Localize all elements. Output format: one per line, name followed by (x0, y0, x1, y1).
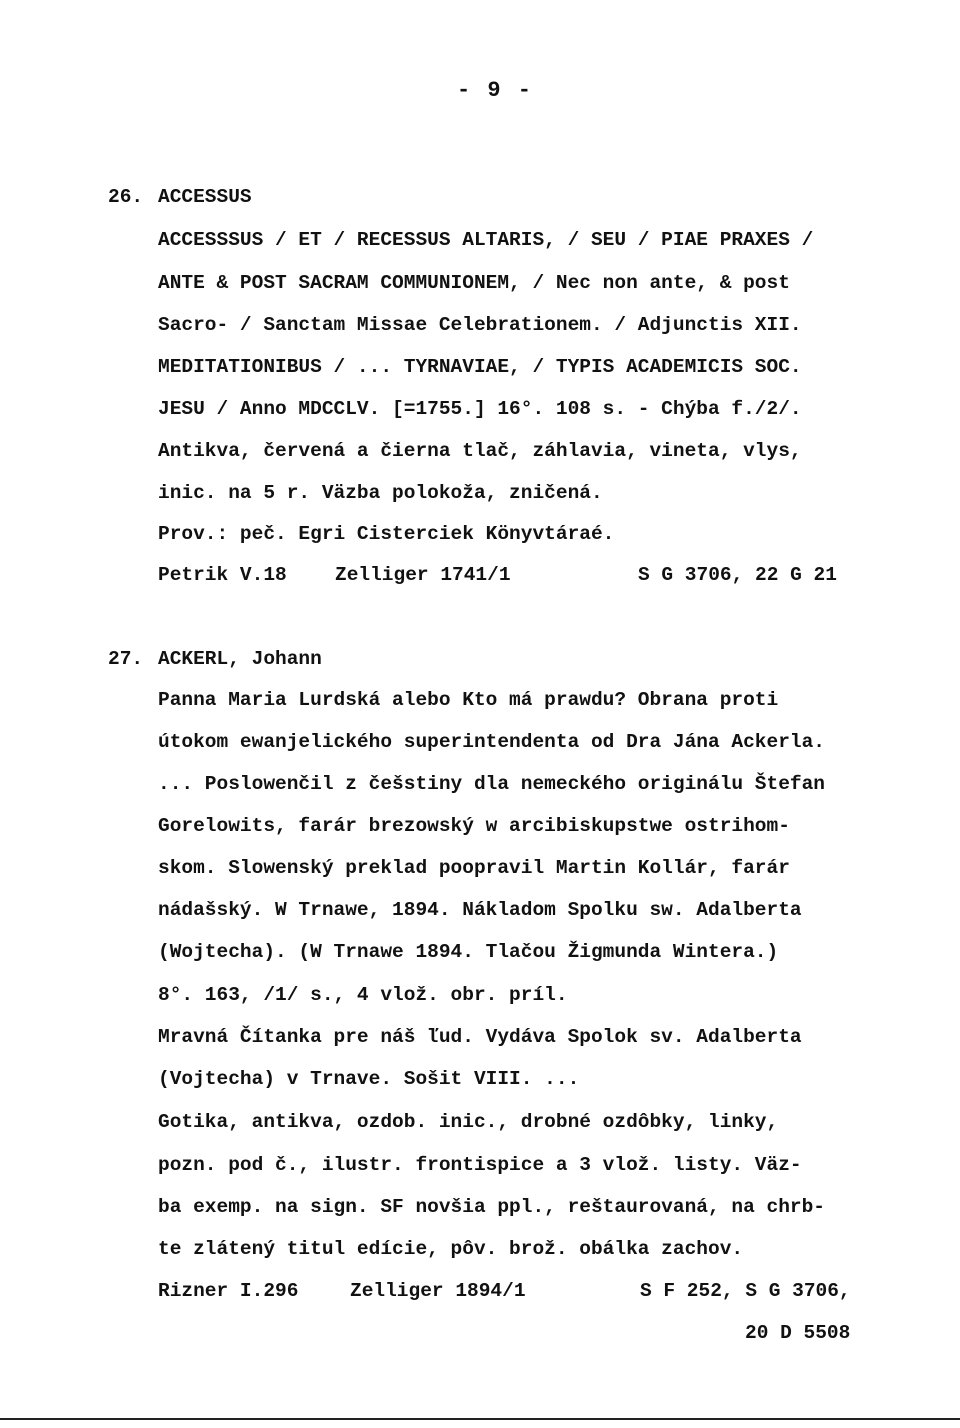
entry-line: Mravná Čítanka pre náš ľud. Vydáva Spolok sv. Adalberta (158, 1026, 802, 1048)
entry-line: ba exemp. na sign. SF novšia ppl., reštaurovaná, na chrb- (158, 1196, 826, 1218)
entry-line: ... Poslowenčil z češstiny dla nemeckého originálu Štefan (158, 773, 826, 795)
entry-line: (Vojtecha) v Trnave. Sošit VIII. ... (158, 1068, 580, 1090)
entry-line: Sacro- / Sanctam Missae Celebrationem. / Adjunctis XII. (158, 314, 802, 336)
entry-line: Prov.: peč. Egri Cisterciek Könyvtáraé. (158, 523, 615, 545)
entry-number: 27. (108, 648, 144, 670)
bibliographic-reference: Rizner I.296 (158, 1280, 299, 1302)
page-number: - 9 - (456, 78, 533, 103)
entry-line: útokom ewanjelického superintendenta od Dra Jána Ackerla. (158, 731, 826, 753)
page-bottom-rule (0, 1418, 960, 1420)
bibliographic-reference: Petrik V.18 (158, 564, 287, 586)
entry-line: 8°. 163, /1/ s., 4 vlož. obr. príl. (158, 984, 568, 1006)
shelf-signature: 20 D 5508 (745, 1322, 851, 1344)
entry-line: inic. na 5 r. Väzba polokoža, zničená. (158, 482, 603, 504)
bibliographic-reference: Zelliger 1741/1 (335, 564, 511, 586)
entry-line: MEDITATIONIBUS / ... TYRNAVIAE, / TYPIS ACADEMICIS SOC. (158, 356, 802, 378)
entry-line: pozn. pod č., ilustr. frontispice a 3 vlož. listy. Väz- (158, 1154, 802, 1176)
entry-heading: ACKERL, Johann (158, 648, 322, 670)
shelf-signature: S F 252, S G 3706, (640, 1280, 851, 1302)
entry-line: nádašský. W Trnawe, 1894. Nákladom Spolku sw. Adalberta (158, 899, 802, 921)
entry-line: Gorelowits, farár brezowský w arcibiskupstwe ostrihom- (158, 815, 790, 837)
entry-line: JESU / Anno MDCCLV. [=1755.] 16°. 108 s. - Chýba f./2/. (158, 398, 802, 420)
entry-line: (Wojtecha). (W Trnawe 1894. Tlačou Žigmunda Wintera.) (158, 941, 779, 963)
entry-line: skom. Slowenský preklad poopravil Martin Kollár, farár (158, 857, 790, 879)
bibliographic-reference: Zelliger 1894/1 (350, 1280, 526, 1302)
entry-line: ACCESSSUS / ET / RECESSUS ALTARIS, / SEU / PIAE PRAXES / (158, 229, 814, 251)
entry-number: 26. (108, 186, 144, 208)
entry-line: te zlátený titul edície, pôv. brož. obálka zachov. (158, 1238, 744, 1260)
entry-line: ANTE & POST SACRAM COMMUNIONEM, / Nec non ante, & post (158, 272, 790, 294)
entry-line: Panna Maria Lurdská alebo Kto má prawdu? Obrana proti (158, 689, 779, 711)
entry-line: Gotika, antikva, ozdob. inic., drobné ozdôbky, linky, (158, 1111, 779, 1133)
shelf-signature: S G 3706, 22 G 21 (638, 564, 837, 586)
entry-line: Antikva, červená a čierna tlač, záhlavia, vineta, vlys, (158, 440, 802, 462)
entry-heading: ACCESSUS (158, 186, 252, 208)
